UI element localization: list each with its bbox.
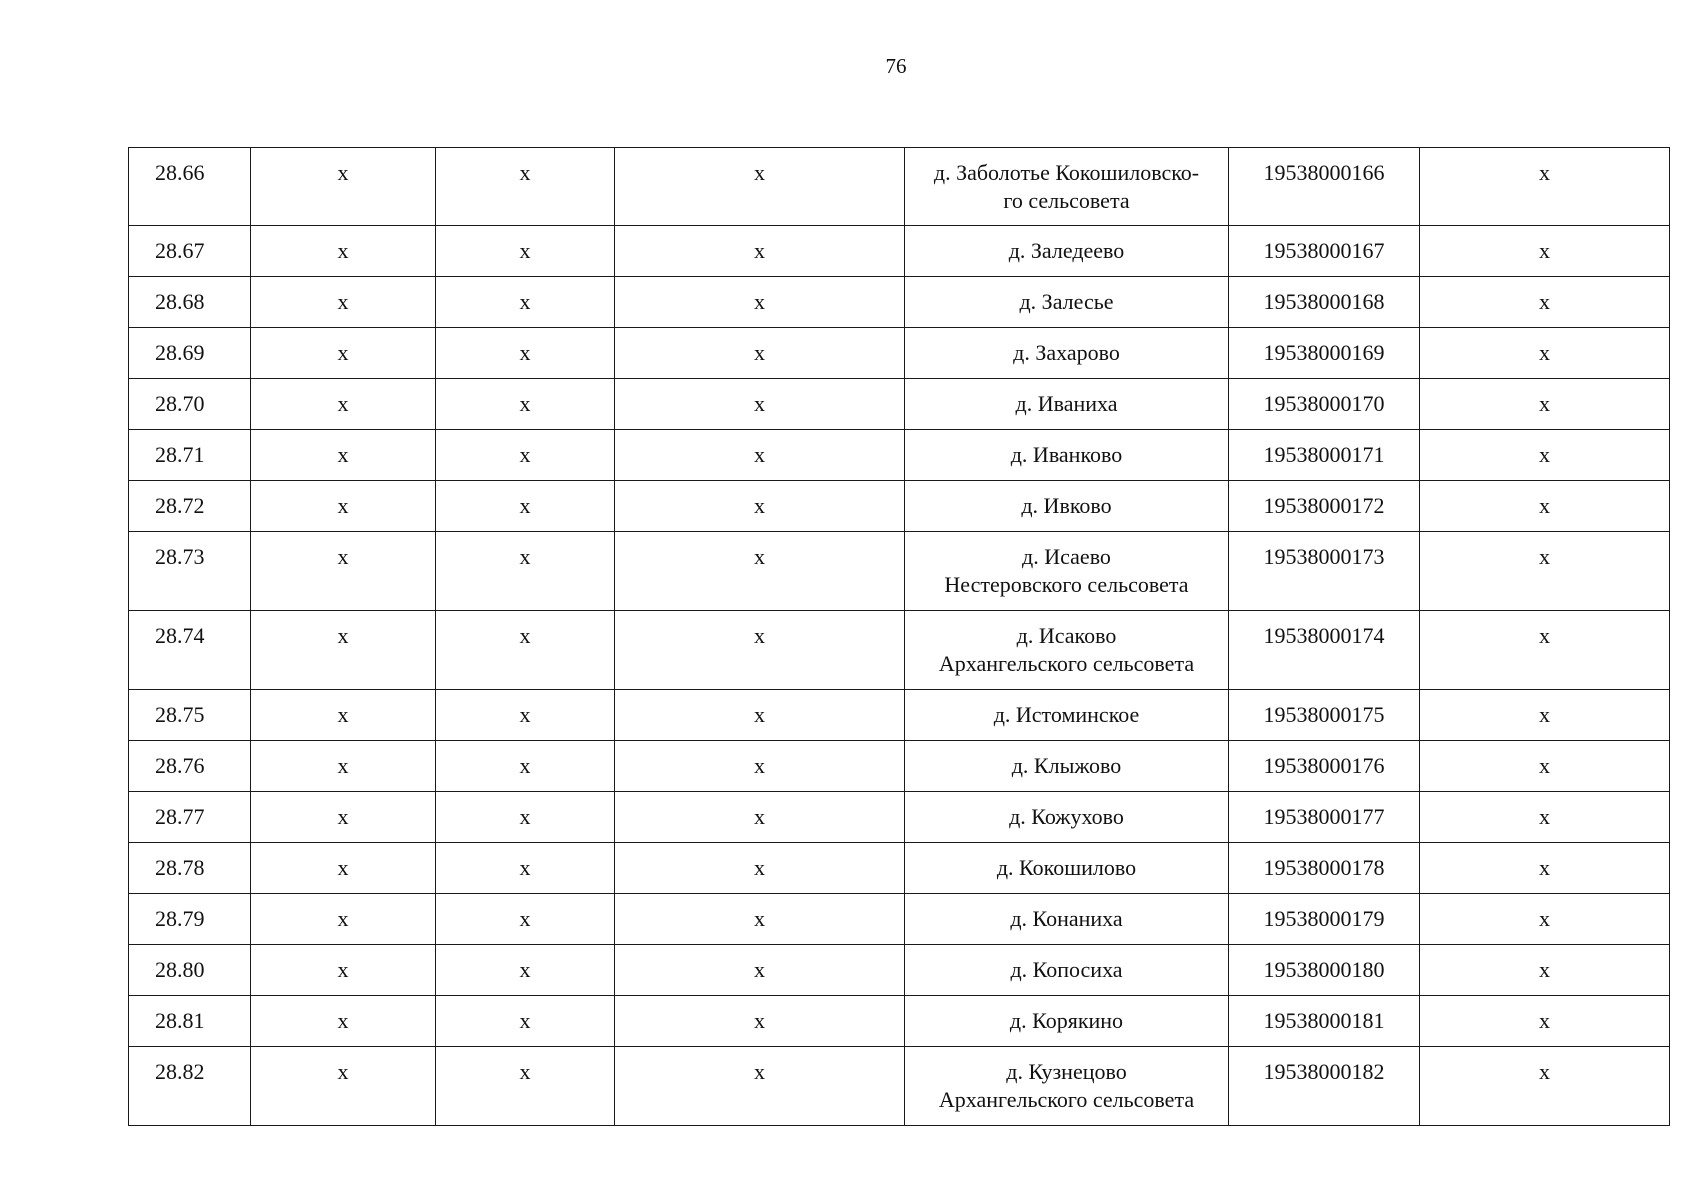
settlement-name-line: го сельсовета	[1003, 188, 1130, 213]
row-number-cell: 28.73	[129, 532, 251, 611]
oktmo-code-cell: 19538000177	[1229, 792, 1420, 843]
settlement-name-cell	[905, 611, 1229, 690]
col4-cell: х	[615, 1047, 905, 1126]
settlement-name-line: д. Клыжово	[1011, 753, 1122, 778]
col7-cell: х	[1420, 945, 1670, 996]
settlement-name-cell	[905, 379, 1229, 430]
col4-cell: х	[615, 226, 905, 277]
row-number-cell: 28.75	[129, 690, 251, 741]
settlement-name-line: д. Кузнецово	[1006, 1059, 1127, 1084]
settlement-name-cell	[905, 996, 1229, 1047]
col7-cell: х	[1420, 148, 1670, 226]
row-number-cell: 28.81	[129, 996, 251, 1047]
oktmo-code-cell: 19538000167	[1229, 226, 1420, 277]
col4-cell: х	[615, 379, 905, 430]
oktmo-code-cell: 19538000169	[1229, 328, 1420, 379]
row-number-cell: 28.66	[129, 148, 251, 226]
row-number-cell: 28.80	[129, 945, 251, 996]
row-number-cell: 28.78	[129, 843, 251, 894]
settlement-name-line: д. Заболотье Кокошиловско-	[933, 160, 1200, 185]
col3-cell: х	[436, 1047, 615, 1126]
col2-cell: х	[251, 430, 436, 481]
col3-cell: х	[436, 328, 615, 379]
col3-cell: х	[436, 894, 615, 945]
settlement-name-line: д. Иванково	[1010, 442, 1123, 467]
col4-cell: х	[615, 481, 905, 532]
col3-cell: х	[436, 996, 615, 1047]
table-row	[129, 379, 1670, 430]
table-row	[129, 481, 1670, 532]
col2-cell: х	[251, 945, 436, 996]
row-number-cell: 28.76	[129, 741, 251, 792]
oktmo-code-cell: 19538000179	[1229, 894, 1420, 945]
settlement-name-cell	[905, 690, 1229, 741]
table-row	[129, 792, 1670, 843]
col2-cell: х	[251, 843, 436, 894]
col7-cell: х	[1420, 843, 1670, 894]
oktmo-code-cell: 19538000180	[1229, 945, 1420, 996]
col7-cell: х	[1420, 792, 1670, 843]
col4-cell: х	[615, 690, 905, 741]
settlement-name-line: д. Кожухово	[1009, 804, 1124, 829]
col3-cell: х	[436, 277, 615, 328]
table-row	[129, 945, 1670, 996]
settlement-name-line: д. Заледеево	[1008, 238, 1125, 263]
table-row	[129, 894, 1670, 945]
col7-cell: х	[1420, 996, 1670, 1047]
col7-cell: х	[1420, 690, 1670, 741]
col7-cell: х	[1420, 741, 1670, 792]
oktmo-code-cell: 19538000175	[1229, 690, 1420, 741]
col4-cell: х	[615, 430, 905, 481]
col7-cell: х	[1420, 1047, 1670, 1126]
table-row	[129, 277, 1670, 328]
row-number-cell: 28.82	[129, 1047, 251, 1126]
col7-cell: х	[1420, 481, 1670, 532]
settlement-name-cell	[905, 843, 1229, 894]
page-number: 76	[885, 54, 907, 78]
table-body	[129, 148, 1670, 1126]
col4-cell: х	[615, 532, 905, 611]
settlement-name-line: д. Корякино	[1009, 1008, 1124, 1033]
col4-cell: х	[615, 148, 905, 226]
settlement-name-line: д. Кокошилово	[996, 855, 1137, 880]
col7-cell: х	[1420, 226, 1670, 277]
row-number-cell: 28.70	[129, 379, 251, 430]
table-row	[129, 843, 1670, 894]
col2-cell: х	[251, 1047, 436, 1126]
oktmo-code-cell: 19538000166	[1229, 148, 1420, 226]
col7-cell: х	[1420, 430, 1670, 481]
settlement-name-line: д. Истоминское	[993, 702, 1140, 727]
col7-cell: х	[1420, 277, 1670, 328]
settlement-name-line: д. Захарово	[1013, 340, 1120, 365]
col3-cell: х	[436, 532, 615, 611]
oktmo-code-cell: 19538000171	[1229, 430, 1420, 481]
table-row	[129, 1047, 1670, 1126]
settlement-name-line: д. Залесье	[1019, 289, 1114, 314]
settlement-name-cell	[905, 226, 1229, 277]
settlement-name-line: д. Копосиха	[1010, 957, 1123, 982]
col2-cell: х	[251, 277, 436, 328]
col7-cell: х	[1420, 379, 1670, 430]
settlement-name-cell	[905, 741, 1229, 792]
col2-cell: х	[251, 690, 436, 741]
col2-cell: х	[251, 148, 436, 226]
settlement-name-line: д. Исаково	[1016, 623, 1117, 648]
settlements-table	[128, 147, 1670, 1126]
col2-cell: х	[251, 532, 436, 611]
col7-cell: х	[1420, 328, 1670, 379]
settlement-name-cell	[905, 894, 1229, 945]
table-row	[129, 611, 1670, 690]
col4-cell: х	[615, 611, 905, 690]
oktmo-code-cell: 19538000168	[1229, 277, 1420, 328]
settlement-name-line: д. Иваниха	[1015, 391, 1118, 416]
col4-cell: х	[615, 277, 905, 328]
col7-cell: х	[1420, 611, 1670, 690]
col3-cell: х	[436, 690, 615, 741]
settlement-name-cell	[905, 328, 1229, 379]
table-row	[129, 430, 1670, 481]
row-number-cell: 28.77	[129, 792, 251, 843]
table-row	[129, 532, 1670, 611]
oktmo-code-cell: 19538000181	[1229, 996, 1420, 1047]
col7-cell: х	[1420, 894, 1670, 945]
row-number-cell: 28.69	[129, 328, 251, 379]
col3-cell: х	[436, 430, 615, 481]
oktmo-code-cell: 19538000182	[1229, 1047, 1420, 1126]
oktmo-code-cell: 19538000172	[1229, 481, 1420, 532]
row-number-cell: 28.79	[129, 894, 251, 945]
settlement-name-line: д. Ивково	[1021, 493, 1112, 518]
row-number-cell: 28.72	[129, 481, 251, 532]
col3-cell: х	[436, 611, 615, 690]
col3-cell: х	[436, 843, 615, 894]
settlement-name-cell	[905, 945, 1229, 996]
oktmo-code-cell: 19538000170	[1229, 379, 1420, 430]
col4-cell: х	[615, 792, 905, 843]
oktmo-code-cell: 19538000174	[1229, 611, 1420, 690]
oktmo-code-cell: 19538000178	[1229, 843, 1420, 894]
settlement-name-line: д. Исаево	[1022, 544, 1111, 569]
col3-cell: х	[436, 148, 615, 226]
oktmo-code-cell: 19538000176	[1229, 741, 1420, 792]
settlement-name-cell	[905, 148, 1229, 226]
oktmo-code-cell: 19538000173	[1229, 532, 1420, 611]
row-number-cell: 28.67	[129, 226, 251, 277]
table-row	[129, 690, 1670, 741]
col3-cell: х	[436, 379, 615, 430]
col2-cell: х	[251, 894, 436, 945]
col2-cell: х	[251, 481, 436, 532]
col4-cell: х	[615, 741, 905, 792]
col2-cell: х	[251, 996, 436, 1047]
col4-cell: х	[615, 894, 905, 945]
col2-cell: х	[251, 226, 436, 277]
col3-cell: х	[436, 945, 615, 996]
settlement-name-line: Архангельского сельсовета	[938, 1087, 1195, 1112]
col2-cell: х	[251, 741, 436, 792]
col4-cell: х	[615, 945, 905, 996]
table-row	[129, 741, 1670, 792]
table-row	[129, 996, 1670, 1047]
col4-cell: х	[615, 843, 905, 894]
col4-cell: х	[615, 996, 905, 1047]
col3-cell: х	[436, 226, 615, 277]
col7-cell: х	[1420, 532, 1670, 611]
settlement-name-cell	[905, 481, 1229, 532]
row-number-cell: 28.68	[129, 277, 251, 328]
settlement-name-line: д. Конаниха	[1010, 906, 1123, 931]
col4-cell: х	[615, 328, 905, 379]
settlement-name-cell	[905, 792, 1229, 843]
settlement-name-cell	[905, 430, 1229, 481]
col2-cell: х	[251, 611, 436, 690]
settlement-name-cell	[905, 532, 1229, 611]
col3-cell: х	[436, 481, 615, 532]
settlement-name-cell	[905, 1047, 1229, 1126]
col3-cell: х	[436, 792, 615, 843]
settlement-name-line: Архангельского сельсовета	[938, 651, 1195, 676]
settlement-name-cell	[905, 277, 1229, 328]
settlement-name-line: Нестеровского сельсовета	[944, 572, 1189, 597]
col3-cell: х	[436, 741, 615, 792]
col2-cell: х	[251, 328, 436, 379]
table-row	[129, 226, 1670, 277]
row-number-cell: 28.74	[129, 611, 251, 690]
row-number-cell: 28.71	[129, 430, 251, 481]
col2-cell: х	[251, 379, 436, 430]
col2-cell: х	[251, 792, 436, 843]
table-row	[129, 148, 1670, 226]
table-row	[129, 328, 1670, 379]
